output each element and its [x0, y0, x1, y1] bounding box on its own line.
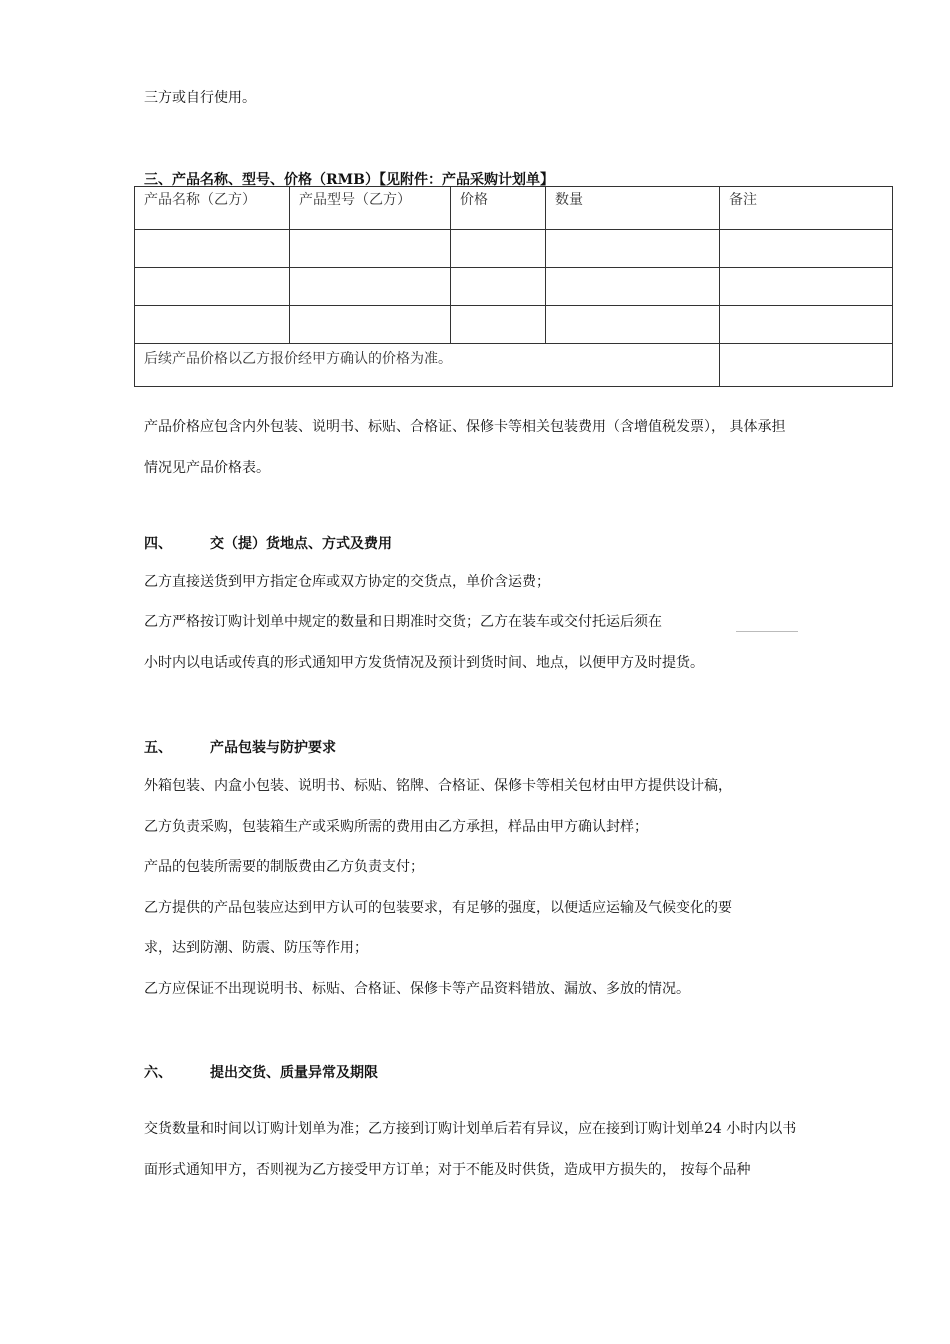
table-row	[135, 306, 893, 344]
price-paragraph-line-2: 情况见产品价格表。	[144, 460, 270, 476]
table-cell	[546, 268, 720, 306]
section-6-line-2: 面形式通知甲方，否则视为乙方接受甲方订单；对于不能及时供货，造成甲方损失的， 按每个品种	[144, 1162, 751, 1178]
section-5-line-6: 乙方应保证不出现说明书、标贴、合格证、保修卡等产品资料错放、漏放、多放的情况。	[144, 981, 690, 997]
header-product-name: 产品名称（乙方）	[135, 187, 290, 230]
continuation-text: 三方或自行使用。	[144, 90, 256, 106]
section-4-line-1: 乙方直接送货到甲方指定仓库或双方协定的交货点，单价含运费；	[144, 574, 550, 590]
section-6-title: 提出交货、质量异常及期限	[210, 1065, 378, 1081]
table-cell	[546, 306, 720, 344]
price-note-cell: 后续产品价格以乙方报价经甲方确认的价格为准。	[135, 344, 720, 387]
footer-remark-cell	[720, 344, 893, 387]
section-6-line-1: 交货数量和时间以订购计划单为准；乙方接到订购计划单后若有异议，应在接到订购计划单24 小时内以书	[144, 1121, 797, 1137]
section-4-title: 交（提）货地点、方式及费用	[210, 536, 392, 552]
table-cell	[290, 268, 451, 306]
section-5-line-4: 乙方提供的产品包装应达到甲方认可的包装要求，有足够的强度，以便适应运输及气候变化的要	[144, 900, 732, 916]
table-cell	[720, 230, 893, 268]
table-cell	[451, 306, 546, 344]
section-5-line-5: 求，达到防潮、防震、防压等作用；	[144, 940, 368, 956]
table-cell	[546, 230, 720, 268]
section-5-line-3: 产品的包装所需要的制版费由乙方负责支付；	[144, 859, 424, 875]
table-cell	[135, 268, 290, 306]
section-5-number: 五、	[144, 740, 172, 756]
table-row	[135, 268, 893, 306]
table-header-row	[135, 187, 893, 230]
section-4-line-2: 乙方严格按订购计划单中规定的数量和日期准时交货；乙方在装车或交付托运后须在	[144, 614, 662, 630]
section-6-number: 六、	[144, 1065, 172, 1081]
table-cell	[720, 306, 893, 344]
section-5-line-1: 外箱包装、内盒小包装、说明书、标贴、铭牌、合格证、保修卡等相关包材由甲方提供设计稿，	[144, 778, 732, 794]
table-cell	[720, 268, 893, 306]
section-5-title: 产品包装与防护要求	[210, 740, 336, 756]
table-row	[135, 230, 893, 268]
section-3-heading: 三、产品名称、型号、价格（RMB）【见附件：产品采购计划单】	[144, 172, 554, 188]
price-paragraph-line-1: 产品价格应包含内外包装、说明书、标贴、合格证、保修卡等相关包装费用（含增值税发票）， 具体承担	[144, 419, 786, 435]
header-quantity: 数量	[546, 187, 720, 230]
header-price: 价格	[451, 187, 546, 230]
product-table	[134, 186, 893, 387]
table-cell	[451, 268, 546, 306]
section-4-line-3: 小时内以电话或传真的形式通知甲方发货情况及预计到货时间、地点，以便甲方及时提货。	[144, 655, 704, 671]
table-footer-row	[135, 344, 893, 387]
table-cell	[451, 230, 546, 268]
section-5-line-2: 乙方负责采购，包装箱生产或采购所需的费用由乙方承担，样品由甲方确认封样；	[144, 819, 648, 835]
section-4-number: 四、	[144, 536, 172, 552]
table-cell	[135, 306, 290, 344]
table-cell	[135, 230, 290, 268]
header-product-model: 产品型号（乙方）	[290, 187, 451, 230]
hours-blank-underline	[736, 630, 798, 632]
table-cell	[290, 306, 451, 344]
table-cell	[290, 230, 451, 268]
header-remarks: 备注	[720, 187, 893, 230]
